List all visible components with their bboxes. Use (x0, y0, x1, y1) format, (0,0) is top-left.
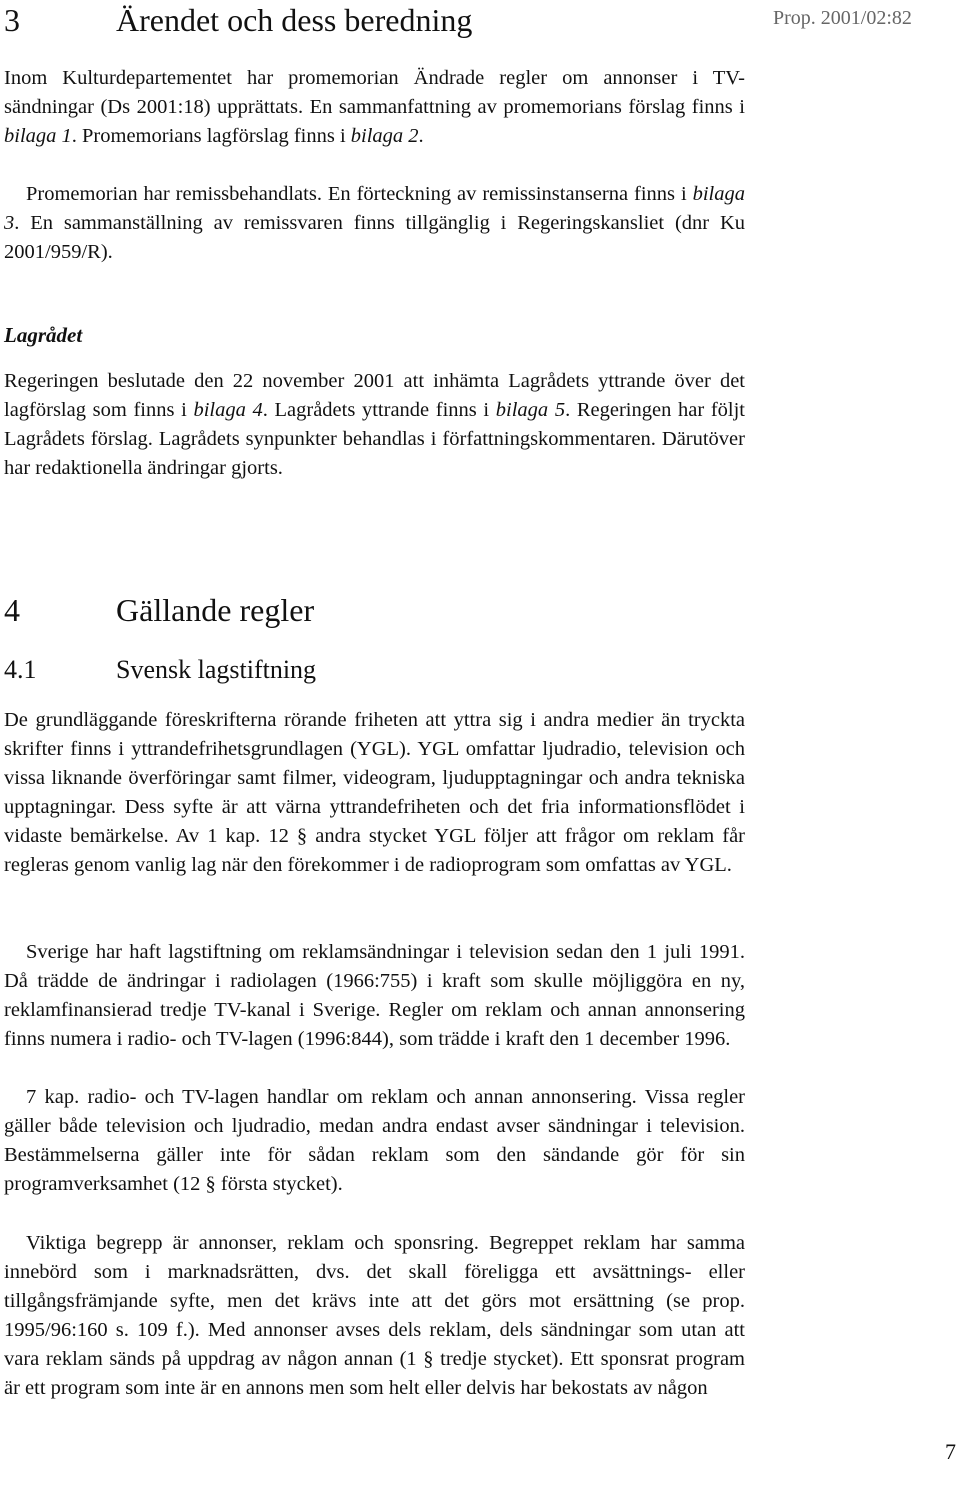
section-4-1-paragraph-4 (4, 1229, 745, 1403)
section-3-title: Ärendet och dess beredning (116, 2, 473, 38)
section-3-paragraph-2 (4, 180, 745, 267)
section-3-number: 3 (4, 2, 20, 38)
section-4-heading (4, 590, 744, 630)
section-4-number: 4 (4, 592, 20, 628)
page-number: 7 (945, 1439, 956, 1464)
appendix-reference: bilaga 5 (495, 399, 566, 421)
appendix-reference: bilaga 2 (350, 125, 419, 147)
text-run: Sverige har haft lagstiftning om reklamsändningar i television sedan den 1 juli 1991. Då trädde de ändringar i radiolagen (1966:755) i kraft som skulle möjliggöra en ny, reklamfinansierad tredje TV-kanal i Sverige. Regler om reklam och annan annonsering finns numera i radio- och TV-lagen (1996:844), som trädde i kraft den 1 december 1996. (4, 941, 745, 1050)
section-4-1-heading (4, 653, 744, 687)
subheading-lagradet: Lagrådet (4, 323, 83, 347)
section-4-1-title: Svensk lagstiftning (116, 655, 317, 684)
section-4-1-paragraph-1: De grundläggande föreskrifterna rörande friheten att yttra sig i andra medier än tryckta skrifter finns i yttrandefrihetsgrundlagen (YGL). YGL omfattar ljudradio, television och vissa liknande överföringar samt filmer, videogram, ljudupptagningar och andra tekniska upptagningar. Dess syfte är att värna yttrandefriheten och det fria informationsflödet i vidaste bemärkelse. Av 1 kap. 12 § andra stycket YGL följer att frågor om reklam får regleras genom vanlig lag när den förekommer i de radioprogram som omfattas av YGL. (4, 709, 745, 876)
text-run: . Promemorians lagförslag finns i (71, 125, 351, 147)
text-run: Inom Kulturdepartementet har promemorian Ändrade regler om annonser i TV-sändningar (Ds 2001:18) upprättats. En sammanfattning av promemorians förslag finns i (4, 67, 745, 118)
text-run: . Regeringen har följt Lagrådets förslag. Lagrådets synpunkter behandlas i författningskommentaren. Därutöver har redaktionella ändringar gjorts. (4, 399, 745, 479)
section-3-paragraph-1 (4, 64, 745, 151)
section-4-1-paragraph-2 (4, 938, 745, 1054)
section-4-1-number: 4.1 (4, 655, 37, 684)
text-run: . (418, 125, 424, 147)
text-run: Regeringen beslutade den 22 november 2001 att inhämta Lagrådets yttrande över det lagförslag som finns i (4, 370, 745, 421)
section-3-heading (4, 0, 744, 40)
text-run: . En sammanställning av remissvaren finns tillgänglig i Regeringskansliet (dnr Ku 2001/959/R). (4, 212, 745, 263)
appendix-reference: bilaga 3 (4, 183, 745, 234)
appendix-reference: bilaga 1 (4, 125, 72, 147)
appendix-reference: bilaga 4 (193, 399, 263, 421)
text-run: Viktiga begrepp är annonser, reklam och sponsring. Begreppet reklam har samma innebörd som i marknadsrätten, dvs. det skall föreligga ett avsättnings- eller tillgångsfrämjande syfte, men det krävs inte att det görs mot ersättning (se prop. 1995/96:160 s. 109 f.). Med annonser avses dels reklam, dels sändningar som utan att vara reklam sänds på uppdrag av någon annan (1 § tredje stycket). Ett sponsrat program är ett program som inte är en annons men som helt eller delvis har bekostats av någon (4, 1232, 745, 1399)
text-run: 7 kap. radio- och TV-lagen handlar om reklam och annan annonsering. Vissa regler gäller både television och ljudradio, medan andra endast avser sändningar i television. Bestämmelserna gäller inte för sådan reklam som den sändande gör för sin programverksamhet (12 § första stycket). (4, 1086, 745, 1195)
text-run: . Lagrådets yttrande finns i (262, 399, 496, 421)
section-4-1-paragraph-3 (4, 1083, 745, 1199)
section-3-paragraph-3 (4, 367, 745, 483)
text-run: Promemorian har remissbehandlats. En förteckning av remissinstanserna finns i (26, 183, 693, 205)
section-4-title: Gällande regler (116, 592, 315, 628)
running-header: Prop. 2001/02:82 (773, 7, 912, 29)
